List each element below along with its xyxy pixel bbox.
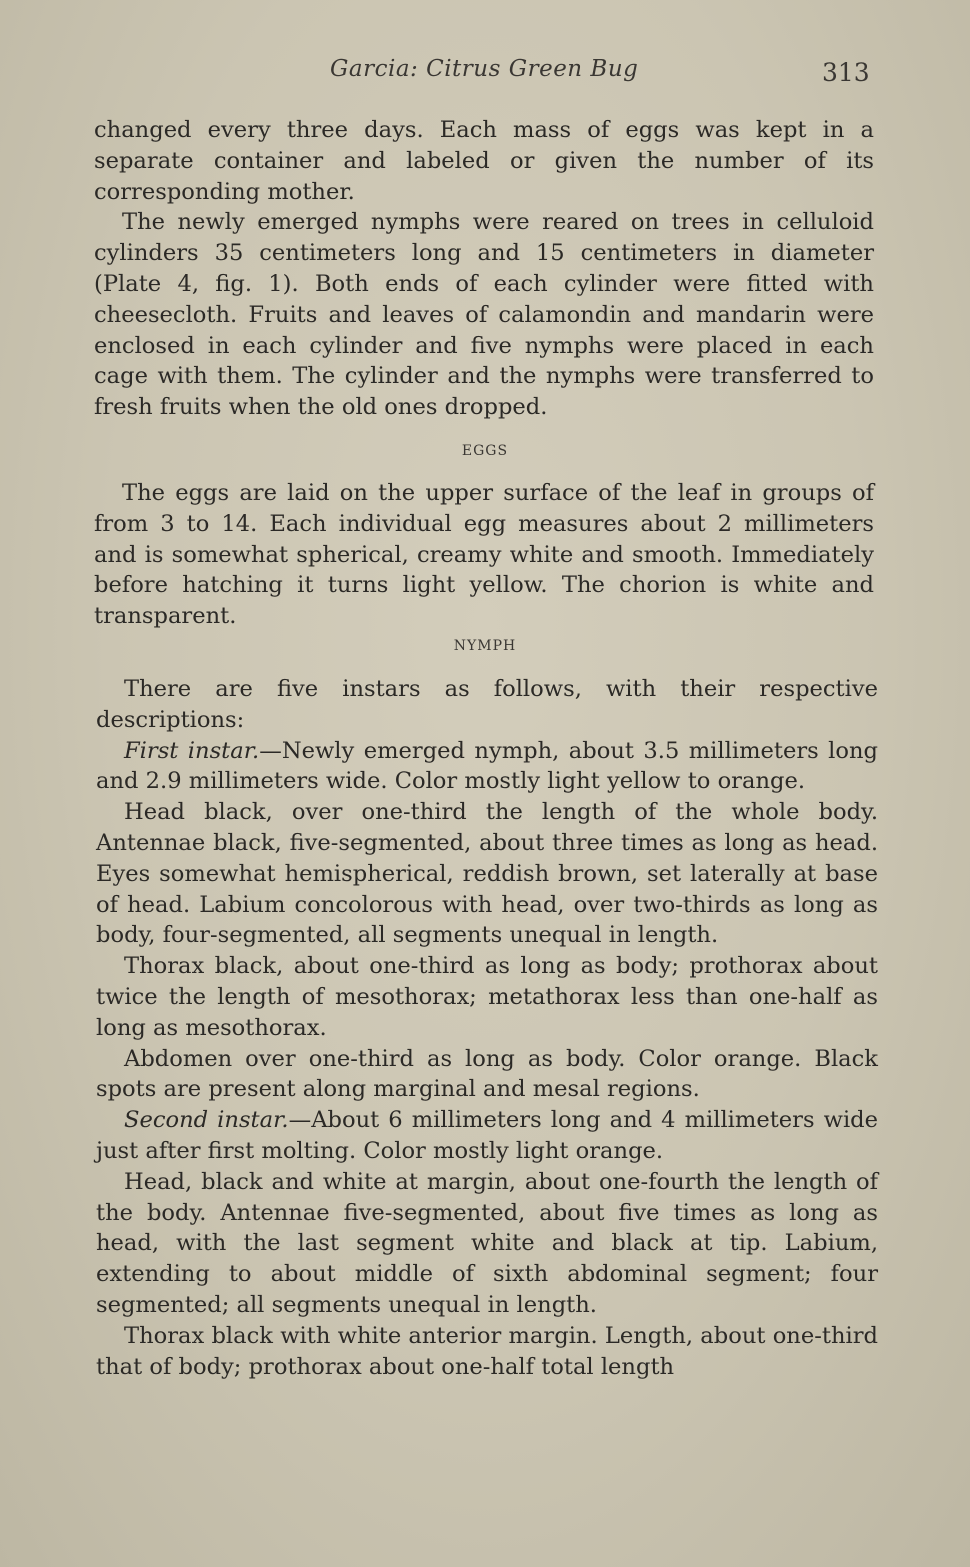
paragraph bbox=[96, 736, 878, 798]
paragraph: Head black, over one-third the length of the whole body. Antennae black, five-segmented, about three times as long as head. Eyes somewhat hemispherical, reddish brown, set laterally at base of head. Labium concolorous with head, over two-thirds as long as body, four-segmented, all segments unequal in length. bbox=[96, 799, 878, 949]
running-head: Garcia: Citrus Green Bug bbox=[330, 56, 639, 82]
paragraph: Thorax black with white anterior margin. Length, about one-third that of body; prothorax about one-half total length bbox=[96, 1322, 878, 1380]
first-instar-text: —Newly emerged nymph, about 3.5 millimeters long and 2.9 millimeters wide. Color mostly light yellow to orange. bbox=[96, 737, 878, 795]
nymph-heading: NYMPH bbox=[453, 638, 517, 654]
eggs-heading: EGGS bbox=[461, 443, 509, 459]
paragraph: The eggs are laid on the upper surface of the leaf in groups of from 3 to 14. Each individual egg measures about 2 millimeters and is somewhat spherical, creamy white and smooth. Immediately before hatching it turns light yellow. The chorion is white and transparent. bbox=[94, 480, 874, 630]
first-instar-label: First instar. bbox=[124, 737, 260, 764]
paragraph: Abdomen over one-third as long as body. Color orange. Black spots are present along marginal and mesal regions. bbox=[96, 1045, 878, 1103]
eggs-section bbox=[94, 478, 874, 632]
paragraph: changed every three days. Each mass of eggs was kept in a separate container and labeled or given the number of its corresponding mother. bbox=[94, 117, 874, 205]
paragraph: The newly emerged nymphs were reared on trees in celluloid cylinders 35 centimeters long and 15 centimeters in diameter (Plate 4, fig. 1). Both ends of each cylinder were fitted with cheesecloth. Fruits and leaves of calamondin and mandarin were enclosed in each cylinder and five nymphs were placed in each cage with them. The cylinder and the nymphs were transferred to fresh fruits when the old ones dropped. bbox=[94, 209, 874, 421]
paragraph: Head, black and white at margin, about one-fourth the length of the body. Antennae five-segmented, about five times as long as head, with the last segment white and black at tip. Labium, extending to about middle of sixth abdominal segment; four segmented; all segments unequal in length. bbox=[96, 1168, 878, 1318]
second-instar-label: Second instar. bbox=[124, 1107, 289, 1134]
second-instar-text: —About 6 millimeters long and 4 millimeters wide just after first molting. Color mostly light orange. bbox=[96, 1107, 879, 1164]
paragraph bbox=[96, 1105, 878, 1167]
paragraph: There are five instars as follows, with their respective descriptions: bbox=[96, 676, 878, 733]
paragraph: Thorax black, about one-third as long as body; prothorax about twice the length of mesothorax; metathorax less than one-half as long as mesothorax. bbox=[96, 953, 878, 1041]
intro-section bbox=[94, 115, 874, 423]
nymph-section bbox=[96, 674, 878, 1382]
page-number: 313 bbox=[822, 58, 870, 87]
